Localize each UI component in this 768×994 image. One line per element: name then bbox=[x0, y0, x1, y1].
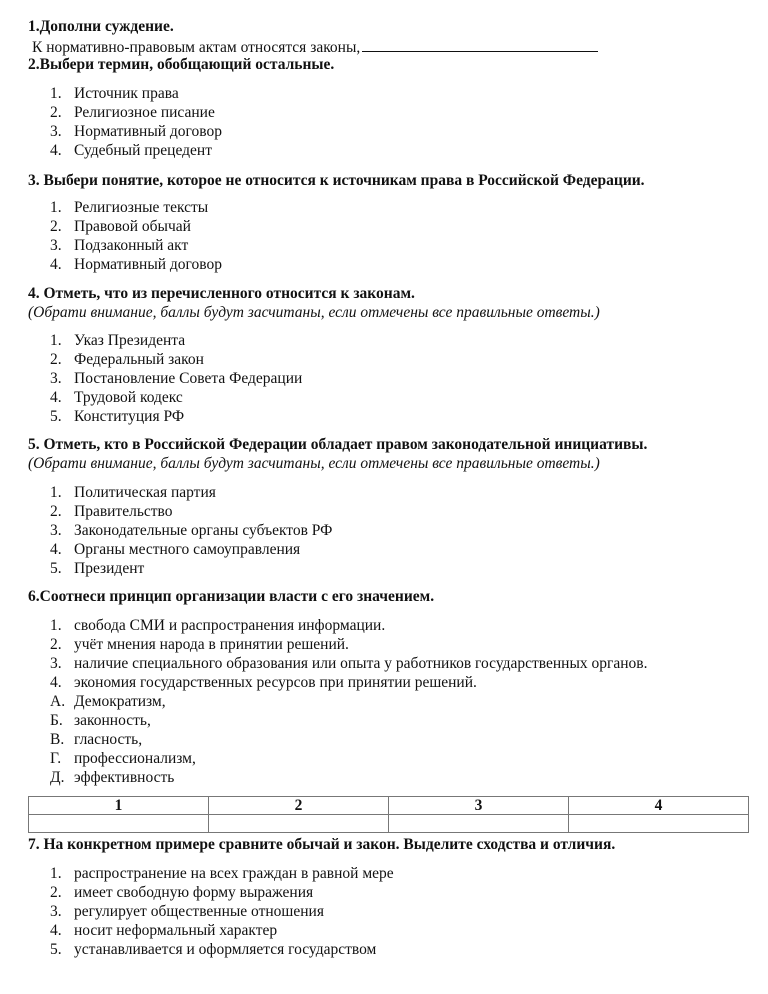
question-2-title: 2.Выбери термин, обобщающий остальные. bbox=[28, 56, 335, 73]
table-header-row bbox=[29, 797, 749, 815]
list-item: 5. устанавливается и оформляется государством bbox=[50, 941, 377, 958]
table-row bbox=[29, 815, 749, 833]
question-5-note: (Обрати внимание, баллы будут засчитаны, если отмечены все правильные ответы.) bbox=[28, 455, 600, 472]
question-4-note: (Обрати внимание, баллы будут засчитаны, если отмечены все правильные ответы.) bbox=[28, 304, 600, 321]
table-header-cell: 2 bbox=[209, 797, 389, 815]
table-header-cell: 3 bbox=[389, 797, 569, 815]
list-item: 3. Постановление Совета Федерации bbox=[50, 370, 303, 387]
list-item: Б. законность, bbox=[50, 712, 151, 729]
table-header-cell: 4 bbox=[569, 797, 749, 815]
list-item: 2. имеет свободную форму выражения bbox=[50, 884, 314, 901]
list-item: 2. Правовой обычай bbox=[50, 218, 191, 235]
question-1-answer-blank[interactable] bbox=[362, 37, 598, 52]
list-item: 1. Указ Президента bbox=[50, 332, 186, 349]
list-item: 2. учёт мнения народа в принятии решений. bbox=[50, 636, 349, 653]
question-3-title: 3. Выбери понятие, которое не относится к источникам права в Российской Федерации. bbox=[28, 172, 645, 189]
answer-cell[interactable] bbox=[389, 815, 569, 833]
list-item: 1. Политическая партия bbox=[50, 484, 216, 501]
list-item: 2. Федеральный закон bbox=[50, 351, 204, 368]
list-item: 3. Подзаконный акт bbox=[50, 237, 189, 254]
list-item: 1. Религиозные тексты bbox=[50, 199, 209, 216]
list-item: А. Демократизм, bbox=[50, 693, 166, 710]
list-item: 4. Нормативный договор bbox=[50, 256, 222, 273]
list-item: 2. Правительство bbox=[50, 503, 173, 520]
question-5-options bbox=[50, 483, 332, 578]
question-1-title: 1.Дополни суждение. bbox=[28, 18, 174, 35]
question-1-statement bbox=[32, 37, 598, 57]
list-item: 3. Законодательные органы субъектов РФ bbox=[50, 522, 333, 539]
list-item: Д. эффективность bbox=[50, 769, 175, 786]
answer-cell[interactable] bbox=[209, 815, 389, 833]
list-item: 3. наличие специального образования или опыта у работников государственных органов. bbox=[50, 655, 648, 672]
list-item: В. гласность, bbox=[50, 731, 143, 748]
question-7-options bbox=[50, 864, 394, 959]
list-item: 3. регулирует общественные отношения bbox=[50, 903, 324, 920]
list-item: 3. Нормативный договор bbox=[50, 123, 222, 140]
list-item: 4. Трудовой кодекс bbox=[50, 389, 183, 406]
list-item: 4. экономия государственных ресурсов при принятии решений. bbox=[50, 674, 477, 691]
question-4-title: 4. Отметь, что из перечисленного относится к законам. bbox=[28, 285, 415, 302]
table-header-cell: 1 bbox=[29, 797, 209, 815]
list-item: 4. Органы местного самоуправления bbox=[50, 541, 301, 558]
list-item: 1. распространение на всех граждан в равной мере bbox=[50, 865, 394, 882]
question-6-options bbox=[50, 616, 647, 787]
list-item: 4. Судебный прецедент bbox=[50, 142, 212, 159]
list-item: 1. Источник права bbox=[50, 85, 179, 102]
question-6-answer-table bbox=[28, 796, 749, 833]
question-2-options bbox=[50, 84, 222, 160]
question-6-title: 6.Соотнеси принцип организации власти с его значением. bbox=[28, 588, 435, 605]
list-item: 1. свобода СМИ и распространения информации. bbox=[50, 617, 386, 634]
list-item: 2. Религиозное писание bbox=[50, 104, 215, 121]
answer-cell[interactable] bbox=[569, 815, 749, 833]
question-4-options bbox=[50, 331, 302, 426]
answer-cell[interactable] bbox=[29, 815, 209, 833]
question-5-title: 5. Отметь, кто в Российской Федерации обладает правом законодательной инициативы. bbox=[28, 436, 648, 453]
question-3-options bbox=[50, 198, 222, 274]
list-item: 5. Конституция РФ bbox=[50, 408, 185, 425]
list-item: Г. профессионализм, bbox=[50, 750, 196, 767]
list-item: 4. носит неформальный характер bbox=[50, 922, 278, 939]
list-item: 5. Президент bbox=[50, 560, 145, 577]
question-7-title: 7. На конкретном примере сравните обычай и закон. Выделите сходства и отличия. bbox=[28, 836, 616, 853]
question-1-text: К нормативно-правовым актам относятся законы, bbox=[32, 39, 361, 56]
